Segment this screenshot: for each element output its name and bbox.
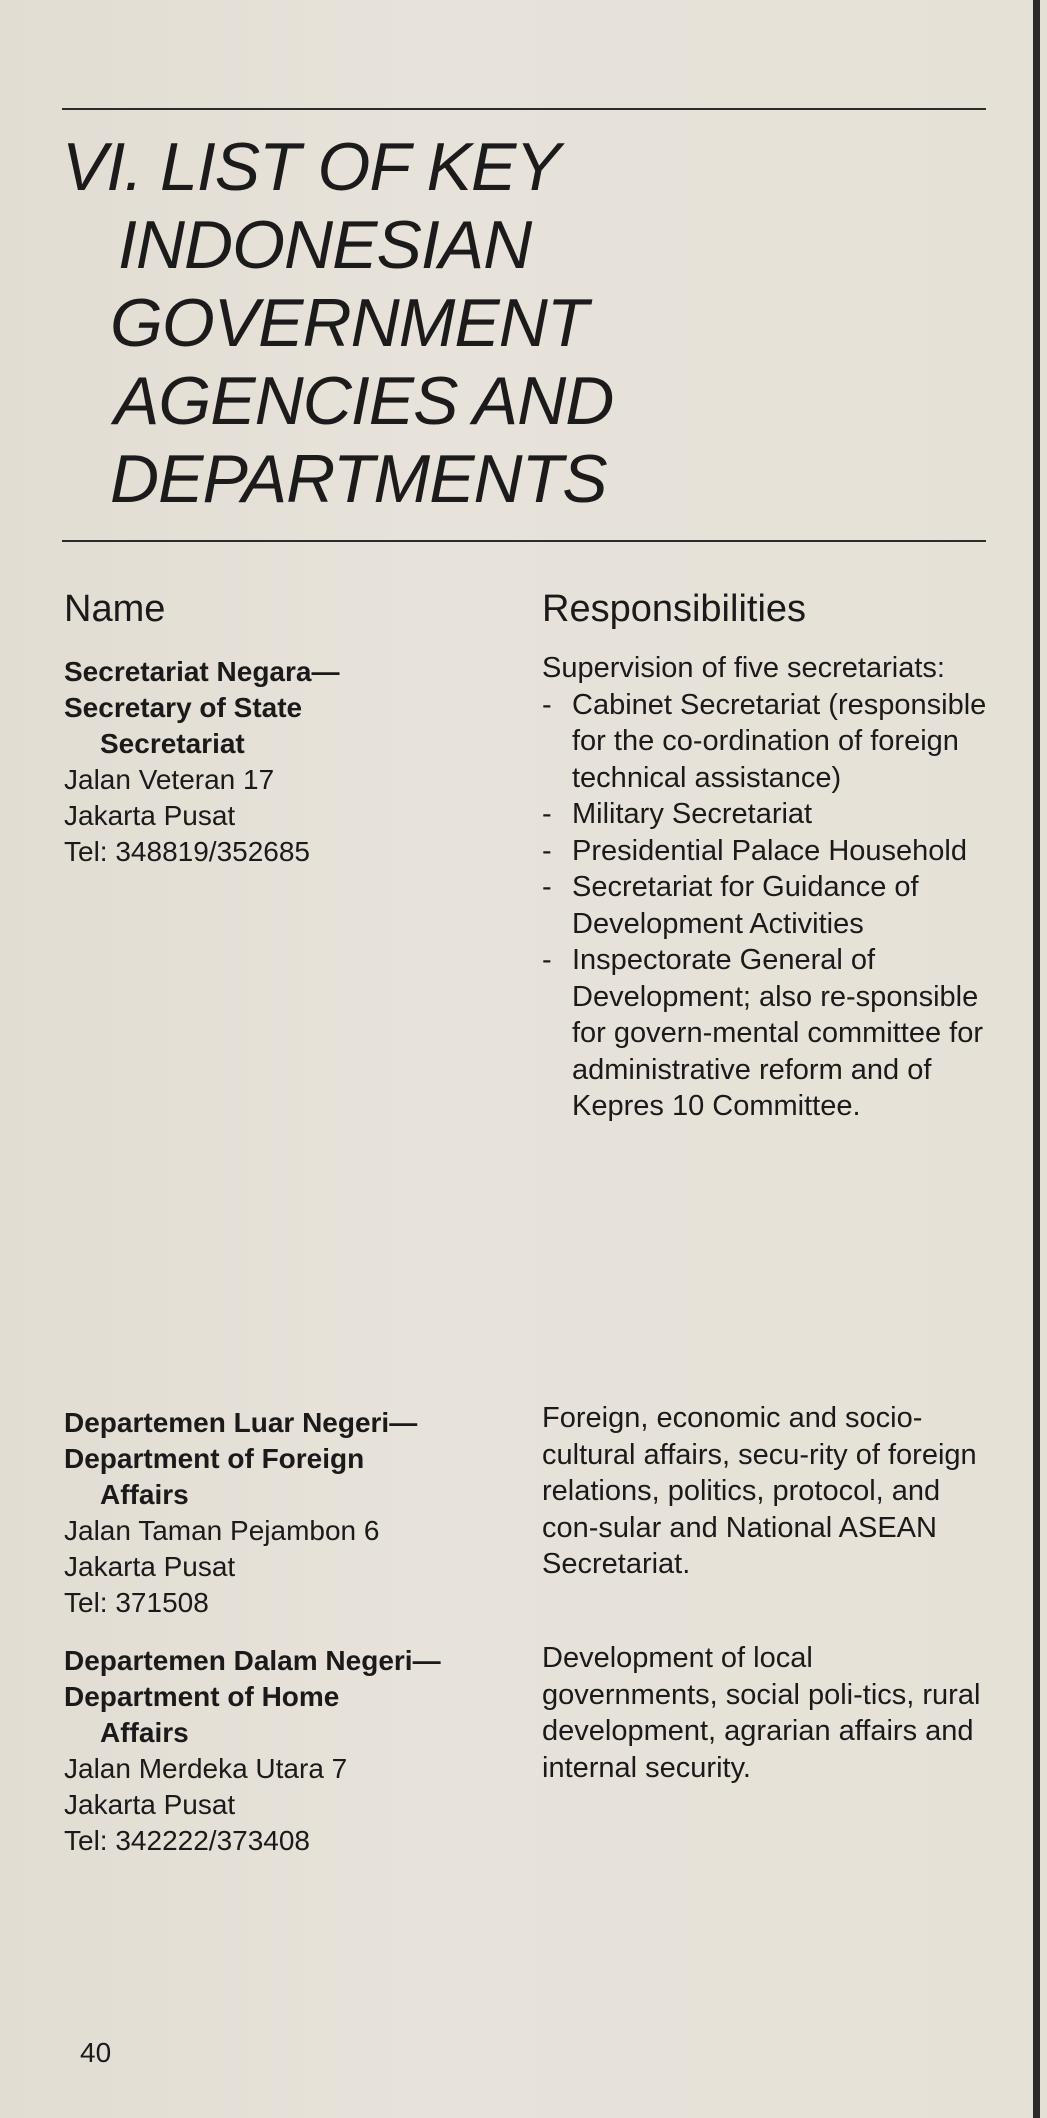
section-title	[62, 128, 982, 518]
entry-phone: Tel: 348819/352685	[64, 836, 310, 867]
title-line-3: GOVERNMENT	[110, 285, 588, 361]
entry-address-line: Jakarta Pusat	[64, 1551, 236, 1582]
responsibility-item-text: Secretariat for Guidance of Development Activities	[572, 871, 919, 940]
entry-name-line: Affairs	[100, 1717, 189, 1748]
entry-name-line: Department of Home	[64, 1681, 340, 1712]
page-number: 40	[80, 2037, 112, 2068]
top-rule	[62, 108, 986, 110]
responsibility-item: - Presidential Palace Household	[542, 834, 967, 867]
entry-name-line: Secretary of State	[64, 692, 303, 723]
title-line-1: VI. LIST OF KEY	[62, 129, 560, 205]
entry-name-line: Secretariat Negara—	[64, 656, 340, 687]
responsibility-item: - Inspectorate General of Development; also re-sponsible for govern-mental committee for administrative reform and of Kepres 10 Committee.	[542, 944, 983, 1122]
entry-phone: Tel: 342222/373408	[64, 1825, 310, 1856]
entry-address-line: Jalan Merdeka Utara 7	[64, 1753, 348, 1784]
entry-name-line: Departemen Dalam Negeri—	[64, 1645, 441, 1676]
entry-address-line: Jakarta Pusat	[64, 800, 236, 831]
title-line-5: DEPARTMENTS	[110, 441, 607, 517]
entry-name-line: Affairs	[100, 1479, 189, 1510]
entry-name-line: Secretariat	[100, 728, 245, 759]
entry-departemen-dalam-negeri	[64, 1643, 534, 1859]
entry-name-line: Departemen Luar Negeri—	[64, 1407, 418, 1438]
responsibility-item-text: Inspectorate General of Development; also re-sponsible for govern-mental committee for administrative reform and of Kepres 10 Committee.	[572, 944, 983, 1122]
entry-address-line: Jalan Taman Pejambon 6	[64, 1515, 380, 1546]
entry-name-line: Department of Foreign	[64, 1443, 365, 1474]
title-line-4: AGENCIES AND	[114, 363, 614, 439]
entry-address-line: Jakarta Pusat	[64, 1789, 236, 1820]
responsibility-item: - Secretariat for Guidance of Development Activities	[542, 871, 919, 940]
column-header-responsibilities: Responsibilities	[542, 588, 807, 630]
responsibility-item-text: Cabinet Secretariat (responsible for the co-ordination of foreign technical assistance)	[572, 688, 987, 794]
entry-address-line: Jalan Veteran 17	[64, 764, 275, 795]
responsibility-text: Development of local governments, social poli-tics, rural development, agrarian affairs and internal security.	[542, 1642, 981, 1784]
title-line-2: INDONESIAN	[118, 207, 532, 283]
responsibility-item: - Cabinet Secretariat (responsible for the co-ordination of foreign technical assistance)	[542, 688, 987, 794]
responsibility-list	[542, 687, 1002, 1125]
title-bottom-rule	[62, 540, 986, 542]
entry-responsibilities-secretariat-negara	[542, 650, 1002, 1125]
responsibility-item-text: Military Secretariat	[572, 798, 813, 830]
entry-departemen-luar-negeri	[64, 1405, 534, 1621]
entry-responsibilities-dalam-negeri	[542, 1640, 982, 1786]
entry-secretariat-negara	[64, 654, 534, 870]
responsibility-item: - Military Secretariat	[542, 798, 813, 830]
column-header-name: Name	[64, 588, 166, 630]
entry-phone: Tel: 371508	[64, 1587, 209, 1618]
responsibility-item-text: Presidential Palace Household	[572, 834, 967, 867]
responsibility-intro: Supervision of five secretariats:	[542, 652, 945, 684]
entry-responsibilities-luar-negeri	[542, 1400, 992, 1583]
page-edge	[1033, 0, 1040, 2118]
responsibility-text: Foreign, economic and socio-cultural affairs, secu-rity of foreign relations, politics, protocol, and con-sular and National ASEAN Secretariat.	[542, 1402, 977, 1580]
